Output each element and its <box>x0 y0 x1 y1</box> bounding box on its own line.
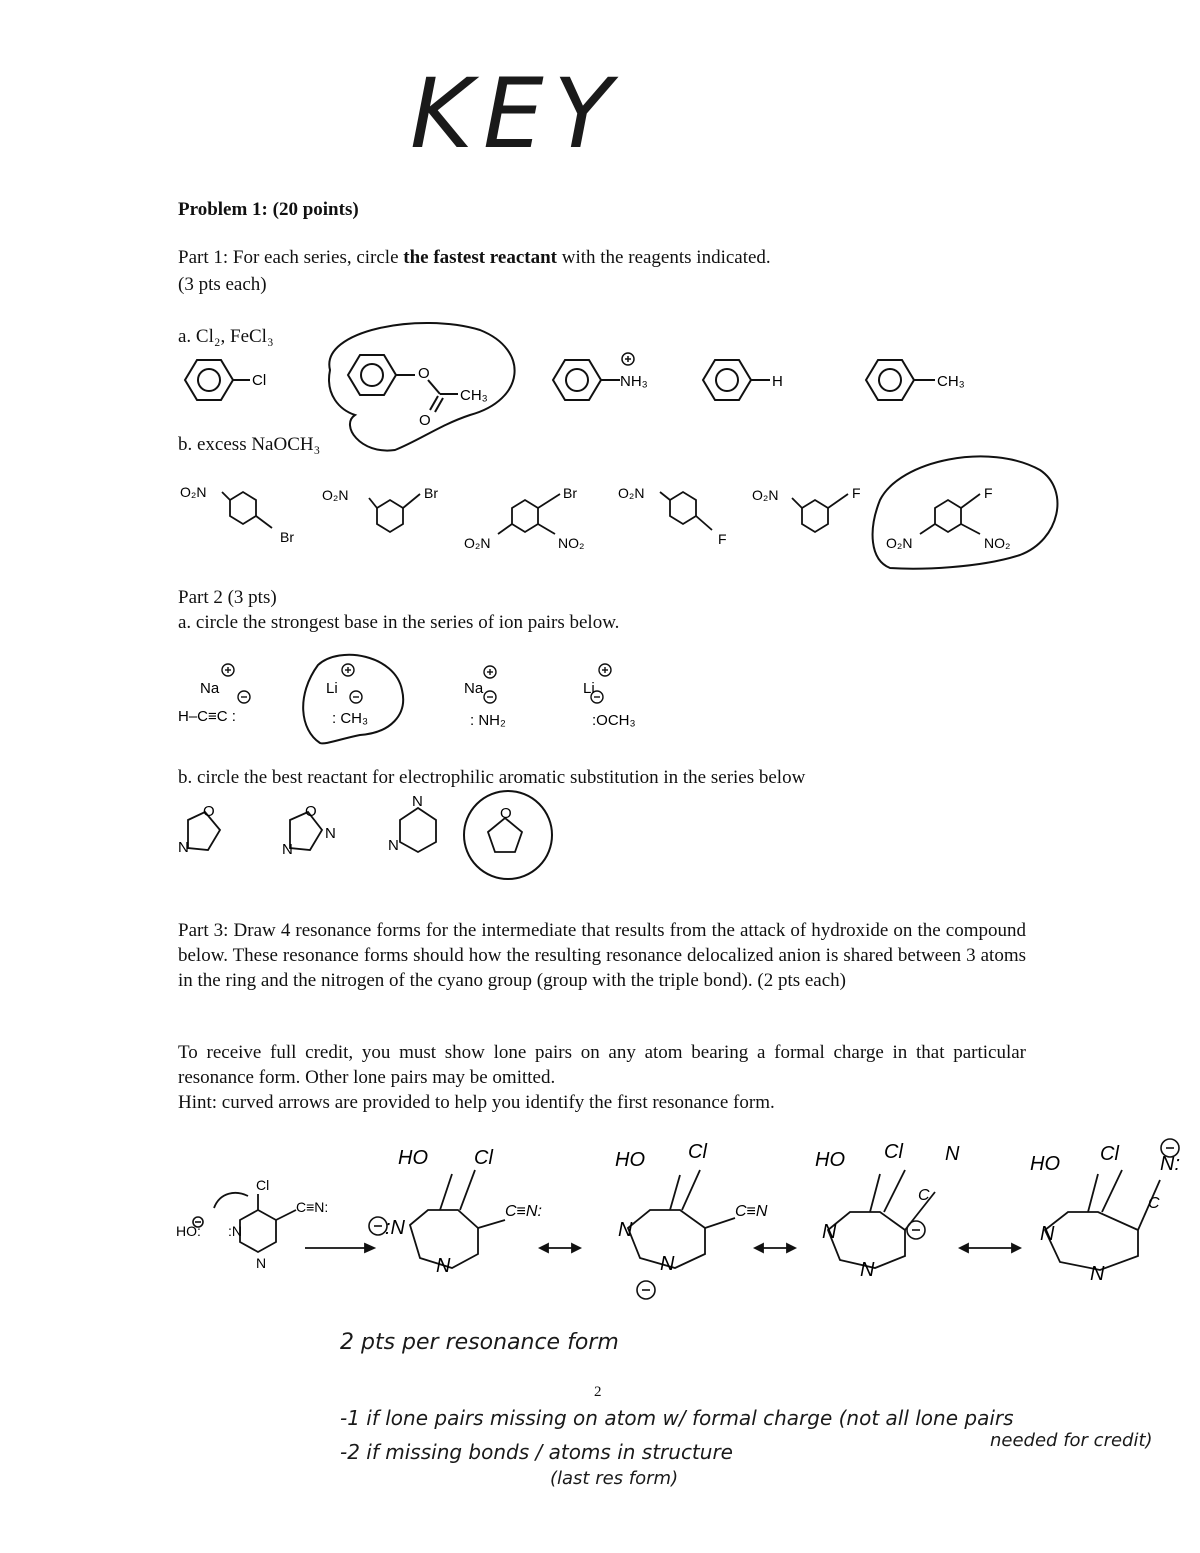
start-n2: N <box>256 1255 267 1271</box>
page-number: 2 <box>594 1384 602 1400</box>
start-cn: C≡N: <box>296 1199 329 1215</box>
part3-credit-rules: To receive full credit, you must show lone pairs on any atom bearing a formal charge in that particular resonance form. Other lone pairs may be omitted. <box>178 1042 1026 1088</box>
a-label-o1: O <box>418 365 430 382</box>
a-label-cl: Cl <box>252 372 267 389</box>
b-o2n-4: O₂N <box>618 485 645 501</box>
f3-ho: HO <box>815 1149 845 1171</box>
a-label-nh3: NH₃ <box>620 373 648 390</box>
a-label-ch3-1: CH₃ <box>460 387 488 404</box>
het-n-3b: N <box>388 837 399 854</box>
f3-n1: N <box>822 1221 837 1243</box>
circle-answer-1b <box>873 456 1058 568</box>
answer-key-mark: KEY <box>410 58 623 170</box>
f2-cl: Cl <box>688 1141 707 1163</box>
b-o2n-6: O₂N <box>886 535 913 551</box>
f1-n1: :N <box>385 1217 405 1239</box>
methyl-anion: : CH₃ <box>332 710 369 727</box>
start-n1: :N <box>228 1223 242 1239</box>
f4-c: C <box>1148 1195 1160 1212</box>
grading-note-3: -2 if missing bonds / atoms in structure <box>340 1440 733 1464</box>
f2-cn: C≡N <box>735 1203 768 1220</box>
het-o-4: O <box>500 805 512 822</box>
f3-cl: Cl <box>884 1141 903 1163</box>
f1-ho: HO <box>398 1147 428 1169</box>
part2b-instructions: b. circle the best reactant for electrophilic aromatic substitution in the series below <box>178 767 806 788</box>
b-f-5: F <box>852 485 861 501</box>
b-br-3: Br <box>563 485 577 501</box>
grading-note-1: 2 pts per resonance form <box>340 1330 619 1355</box>
het-o-2: O <box>305 803 317 820</box>
f3-n2: N <box>860 1259 875 1281</box>
f2-n2: N <box>660 1253 675 1275</box>
f3-n-cyano: N <box>945 1143 960 1165</box>
part1a-reagents: a. Cl₂, FeCl₃ <box>178 326 274 347</box>
f4-ho: HO <box>1030 1153 1060 1175</box>
f1-cn: C≡N: <box>505 1203 542 1220</box>
b-o2n-1: O₂N <box>180 484 207 500</box>
part1b-structures <box>0 450 1200 580</box>
grading-note-3b: (last res form) <box>550 1468 679 1489</box>
part2b-heterocycles <box>0 790 1200 890</box>
start-ho: HO: <box>176 1223 201 1239</box>
phenyl-acetate <box>348 355 458 412</box>
het-n-2b: N <box>282 841 293 858</box>
b-br-1: Br <box>280 529 294 545</box>
part3-hint: Hint: curved arrows are provided to help you identify the first resonance form. <box>178 1092 775 1113</box>
b-o2n-3: O₂N <box>464 535 491 551</box>
na-1: Na <box>200 680 220 697</box>
b-br-2: Br <box>424 485 438 501</box>
het-n-1: N <box>178 839 189 856</box>
het-n-2a: N <box>325 825 336 842</box>
li-2: Li <box>583 680 595 697</box>
benzene <box>703 360 770 400</box>
b-o2n-5: O₂N <box>752 487 779 503</box>
f4-n1: N <box>1040 1223 1055 1245</box>
amide: : NH₂ <box>470 712 506 729</box>
problem-title: Problem 1: (20 points) <box>178 199 359 220</box>
acetylide: H–C≡C : <box>178 708 236 725</box>
a-label-ch3-2: CH₃ <box>937 373 965 390</box>
f4-n2: N <box>1090 1263 1105 1285</box>
na-2: Na <box>464 680 484 697</box>
part1-points: (3 pts each) <box>178 274 267 295</box>
b-no2-3: NO₂ <box>558 535 585 551</box>
grading-note-2: -1 if lone pairs missing on atom w/ formal charge (not all lone pairs <box>340 1406 1014 1430</box>
part3-resonance-scheme <box>0 1130 1200 1330</box>
li-1: Li <box>326 680 338 697</box>
f4-cl: Cl <box>1100 1143 1119 1165</box>
toluene <box>866 360 935 400</box>
a-label-h: H <box>772 373 783 390</box>
grading-note-2b: needed for credit) <box>990 1430 1153 1451</box>
b-no2-6: NO₂ <box>984 535 1011 551</box>
f1-cl: Cl <box>474 1147 493 1169</box>
chlorobenzene <box>185 360 250 400</box>
b-o2n-2: O₂N <box>322 487 349 503</box>
het-n-3a: N <box>412 793 423 810</box>
part2-title: Part 2 (3 pts) <box>178 587 277 608</box>
b-f-4: F <box>718 531 727 547</box>
het-o-1: O <box>203 803 215 820</box>
f3-c: C <box>918 1187 930 1204</box>
part3-instructions: Part 3: Draw 4 resonance forms for the intermediate that results from the attack of hydroxide on the compound below. These resonance forms should how the resulting resonance delocalized anion is shared between 3 atoms in the ring and the nitrogen of the cyano group (group with the triple bond). (2 pts each) <box>178 920 1026 991</box>
part1-instructions: Part 1: For each series, circle the fastest reactant with the reagents indicated. <box>178 247 771 268</box>
b-f-6: F <box>984 485 993 501</box>
part2a-ion-pairs <box>0 655 1200 755</box>
methoxide: :OCH₃ <box>592 712 636 729</box>
a-label-o2: O <box>419 412 431 429</box>
part1b-reagents: b. excess NaOCH₃ <box>178 434 321 455</box>
part2a-instructions: a. circle the strongest base in the series of ion pairs below. <box>178 612 620 633</box>
f2-n1: N <box>618 1219 633 1241</box>
f1-n2: N <box>436 1255 451 1277</box>
f2-ho: HO <box>615 1149 645 1171</box>
start-cl: Cl <box>256 1177 270 1193</box>
f4-n-cyano: N: <box>1160 1153 1180 1175</box>
